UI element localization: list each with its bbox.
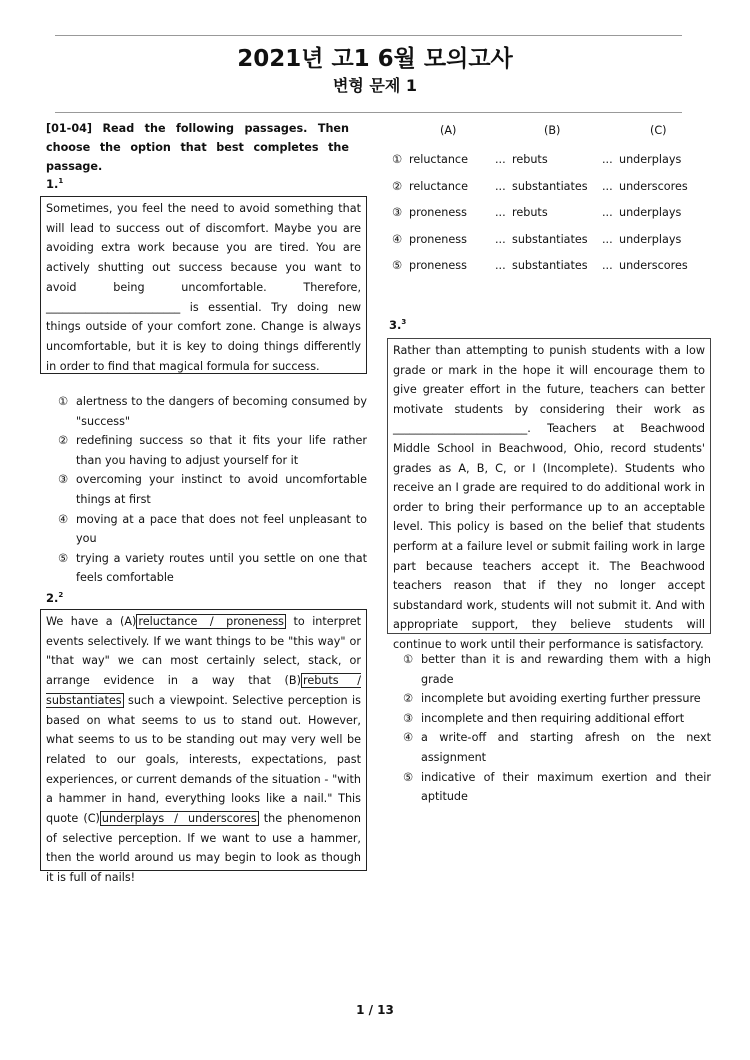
passage-text: We have a (A) bbox=[46, 615, 137, 628]
answer-b: rebuts bbox=[512, 153, 548, 166]
header-rule bbox=[55, 112, 682, 113]
option-1[interactable] bbox=[395, 650, 711, 689]
ellipsis: ... bbox=[602, 206, 613, 219]
ellipsis: ... bbox=[602, 179, 613, 193]
answer-a: reluctance bbox=[409, 153, 468, 166]
left-column bbox=[40, 119, 367, 588]
page-number: 1 / 13 bbox=[356, 1003, 394, 1017]
option-3[interactable] bbox=[50, 470, 367, 509]
top-rule bbox=[55, 35, 682, 36]
question-number: 3. bbox=[389, 318, 402, 332]
passage-text: the phenomenon of selective perception. If we want to use a hammer, then the world around us may begin to look as though it is full of nails! bbox=[46, 812, 361, 885]
answer-c: underplays bbox=[619, 206, 682, 219]
ellipsis: ... bbox=[602, 232, 613, 246]
option-text: indicative of their maximum exertion and their aptitude bbox=[421, 770, 711, 804]
question-1-options bbox=[40, 392, 367, 588]
passage-text: such a viewpoint. Selective perception is based on what seems to us to stand out. However, what seems to us to be standing out may very well be related to our goals, interests, expectations, past experiences, or current demands of the situation - "with a hammer in hand, everything looks like a nail." This quote (C) bbox=[46, 693, 361, 826]
question-3-options bbox=[387, 650, 711, 807]
option-number: ① bbox=[392, 153, 403, 166]
ellipsis: ... bbox=[602, 153, 613, 166]
option-4[interactable] bbox=[50, 510, 367, 549]
option-4[interactable] bbox=[395, 728, 711, 767]
answer-blank: ________________________ bbox=[46, 300, 181, 314]
ellipsis: ... bbox=[602, 259, 613, 272]
answer-b: substantiates bbox=[512, 232, 588, 246]
passage-text: . Teachers at Beachwood Middle School in Beachwood, Ohio, record students' grades as A, B, C, or I (Incomplete). Students who receive an I grade are required to do additional work in order to bring their performance up to an acceptable level. This policy is based on the belief that students perform at a failure level or submit failing work in large part because teachers accept it. The Beachwood teachers reason that if they no longer accept substandard work, students will not submit it. And with appropriate support, they believe students will continue to work until their performance is satisfactory. bbox=[393, 422, 705, 651]
option-5[interactable] bbox=[50, 549, 367, 588]
option-text: incomplete and then requiring additional effort bbox=[421, 711, 685, 725]
passage-text: Rather than attempting to punish students with a low grade or mark in the hope it will encourage them to give greater effort in the future, teachers can better motivate students by considering their work as bbox=[393, 344, 705, 416]
question-2-number bbox=[40, 591, 367, 609]
answer-b: substantiates bbox=[512, 179, 588, 193]
answer-blank: ________________________ bbox=[393, 422, 528, 436]
footnote-marker: 1 bbox=[58, 177, 64, 186]
answer-a: proneness bbox=[409, 232, 467, 246]
option-text: moving at a pace that does not feel unpleasant to you bbox=[76, 512, 367, 546]
answer-c: underscores bbox=[619, 179, 688, 193]
passage-text: is essential. Try doing new things outside of your comfort zone. Change is always uncomfortable, but it is key to doing things differently in order to find that magical formula for success. bbox=[46, 300, 361, 373]
ellipsis: ... bbox=[495, 153, 506, 166]
question-number: 2. bbox=[46, 591, 59, 605]
header-b: (B) bbox=[544, 124, 561, 137]
option-number: ③ bbox=[57, 473, 69, 487]
ellipsis: ... bbox=[495, 232, 506, 246]
page-title: 2021년 고1 6월 모의고사 bbox=[237, 46, 513, 72]
option-number: ② bbox=[57, 434, 69, 448]
answer-a: proneness bbox=[409, 259, 467, 272]
option-3[interactable] bbox=[395, 709, 711, 729]
question-3-passage bbox=[387, 338, 711, 651]
question-1-passage bbox=[40, 196, 367, 374]
option-1[interactable] bbox=[50, 392, 367, 431]
option-5[interactable] bbox=[395, 768, 711, 807]
passage-text: to interpret events selectively. If we want things to be "this way" or "that way" we can most certainly select, stack, or arrange evidence in a way that (B) bbox=[46, 615, 361, 688]
option-number: ③ bbox=[402, 711, 414, 725]
answer-b: substantiates bbox=[512, 259, 588, 272]
ellipsis: ... bbox=[495, 259, 506, 272]
option-text: overcoming your instinct to avoid uncomfortable things at first bbox=[76, 473, 367, 506]
answer-a: reluctance bbox=[409, 179, 468, 193]
footnote-marker: 2 bbox=[58, 591, 64, 600]
option-number: ② bbox=[392, 179, 403, 193]
header-a: (A) bbox=[440, 124, 457, 137]
page-subtitle: 변형 문제 1 bbox=[332, 76, 418, 95]
option-number: ② bbox=[402, 692, 414, 706]
answer-c: underplays bbox=[619, 232, 682, 246]
ellipsis: ... bbox=[495, 206, 506, 219]
option-number: ① bbox=[57, 395, 69, 408]
option-number: ⑤ bbox=[402, 770, 414, 784]
option-number: ① bbox=[402, 653, 414, 666]
option-2[interactable] bbox=[395, 689, 711, 709]
option-text: redefining success so that it fits your life rather than you having to adjust yourself for it bbox=[76, 434, 367, 467]
option-2[interactable] bbox=[50, 431, 367, 470]
option-text: trying a variety routes until you settle on one that feels comfortable bbox=[76, 551, 367, 585]
instructions: [01-04] Read the following passages. Then choose the option that best completes the passage. bbox=[46, 122, 349, 173]
passage-text: Sometimes, you feel the need to avoid something that will lead to success out of discomfort. Maybe you are avoiding extra work because you are tired. You are actively shutting out success because you want to avoid being uncomfortable. Therefore, bbox=[46, 202, 361, 294]
question-3 bbox=[387, 318, 711, 807]
option-text: incomplete but avoiding exerting further pressure bbox=[421, 692, 701, 706]
option-text: better than it is and rewarding them with a high grade bbox=[421, 653, 711, 686]
option-text: a write-off and starting afresh on the next assignment bbox=[421, 731, 711, 764]
answer-b: rebuts bbox=[512, 206, 548, 219]
question-3-number bbox=[387, 318, 711, 338]
option-number: ④ bbox=[392, 232, 403, 246]
ellipsis: ... bbox=[495, 179, 506, 193]
choice-box-a: reluctance / proneness bbox=[138, 615, 285, 628]
question-2 bbox=[40, 591, 367, 885]
footnote-marker: 3 bbox=[401, 318, 407, 327]
option-number: ⑤ bbox=[392, 259, 403, 272]
option-number: ④ bbox=[402, 731, 414, 745]
choice-box-c: underplays / underscores bbox=[101, 812, 257, 826]
answer-a: proneness bbox=[409, 206, 467, 219]
option-number: ⑤ bbox=[57, 551, 69, 565]
answer-c: underplays bbox=[619, 153, 682, 166]
option-number: ④ bbox=[57, 512, 69, 526]
question-2-answer-table bbox=[390, 124, 710, 284]
choice-box-b: rebuts / substantiates bbox=[46, 674, 361, 707]
question-number: 1. bbox=[46, 177, 59, 191]
question-2-passage bbox=[40, 609, 367, 885]
header-c: (C) bbox=[650, 124, 667, 137]
option-number: ③ bbox=[392, 206, 403, 219]
answer-c: underscores bbox=[619, 259, 688, 272]
question-1-number bbox=[40, 177, 367, 196]
option-text: alertness to the dangers of becoming consumed by "success" bbox=[76, 395, 367, 428]
